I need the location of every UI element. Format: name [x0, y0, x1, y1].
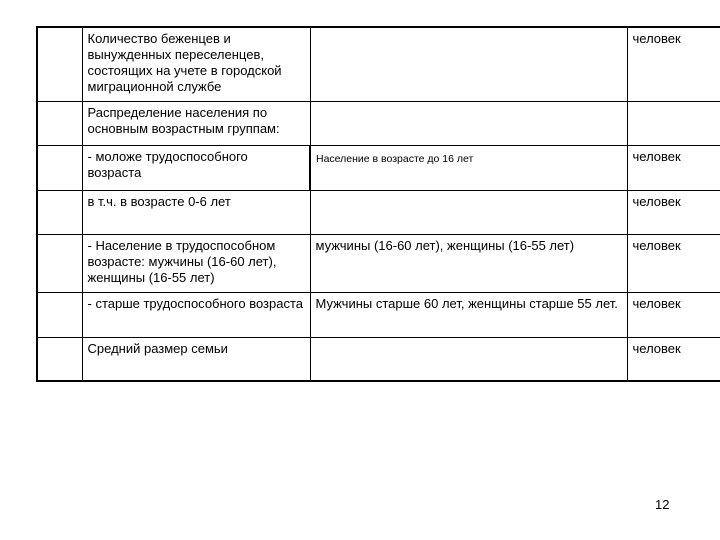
page-number: 12	[655, 497, 670, 512]
table-row	[37, 292, 720, 337]
description-cell	[310, 337, 627, 381]
unit-cell	[627, 101, 720, 145]
indicator-cell: Распределение населения по основным возрастным группам:	[82, 101, 310, 145]
unit-cell: человек	[627, 292, 720, 337]
indicator-cell: Количество беженцев и вынужденных переселенцев, состоящих на учете в городской миграционной службе	[82, 27, 310, 101]
row-number-cell	[37, 292, 82, 337]
table-row	[37, 27, 720, 101]
description-cell	[310, 190, 627, 234]
table-row	[37, 145, 720, 190]
table-row	[37, 337, 720, 381]
row-number-cell	[37, 101, 82, 145]
indicator-cell: - моложе трудоспособного возраста	[82, 145, 310, 190]
indicator-cell: - Население в трудоспособном возрасте: мужчины (16-60 лет), женщины (16-55 лет)	[82, 234, 310, 292]
description-cell: мужчины (16-60 лет), женщины (16-55 лет)	[310, 234, 627, 292]
unit-cell: человек	[627, 190, 720, 234]
row-number-cell	[37, 234, 82, 292]
unit-cell: человек	[627, 145, 720, 190]
row-number-cell	[37, 190, 82, 234]
table-row	[37, 234, 720, 292]
description-cell	[310, 101, 627, 145]
indicator-cell: в т.ч. в возрасте 0-6 лет	[82, 190, 310, 234]
description-cell: Население в возрасте до 16 лет	[310, 145, 627, 190]
indicator-cell: - старше трудоспособного возраста	[82, 292, 310, 337]
row-number-cell	[37, 337, 82, 381]
indicator-table	[36, 26, 720, 382]
row-number-cell	[37, 27, 82, 101]
description-cell: Мужчины старше 60 лет, женщины старше 55 лет.	[310, 292, 627, 337]
table-row	[37, 101, 720, 145]
unit-cell: человек	[627, 234, 720, 292]
row-number-cell	[37, 145, 82, 190]
table-row	[37, 190, 720, 234]
indicator-cell: Средний размер семьи	[82, 337, 310, 381]
description-cell	[310, 27, 627, 101]
unit-cell: человек	[627, 337, 720, 381]
unit-cell: человек	[627, 27, 720, 101]
